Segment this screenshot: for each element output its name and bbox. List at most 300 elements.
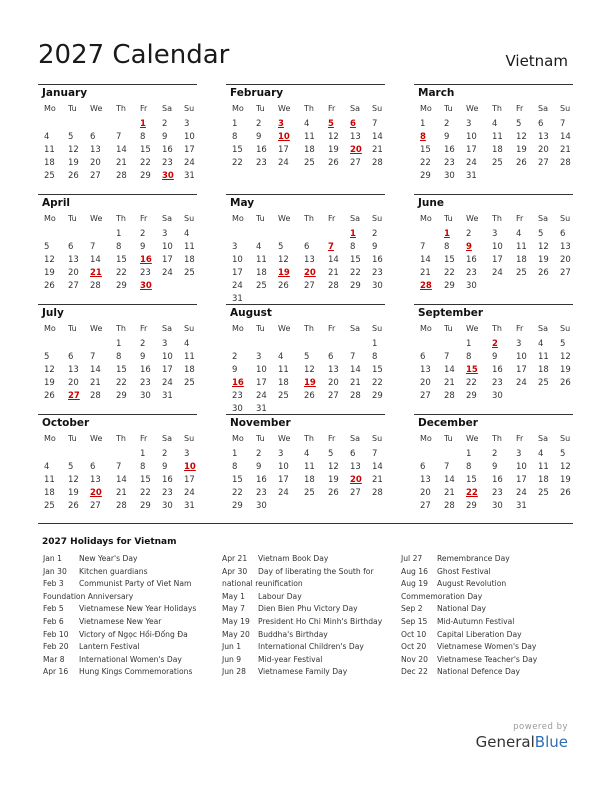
calendar-day: 20 bbox=[538, 145, 549, 155]
calendar-day: 3 bbox=[162, 339, 168, 349]
calendar-day: 20 bbox=[68, 378, 79, 388]
calendar-day: 18 bbox=[492, 145, 503, 155]
calendar-day: 11 bbox=[184, 352, 195, 362]
calendar-day: 28 bbox=[90, 281, 101, 291]
calendar-day: 8 bbox=[140, 132, 146, 142]
calendar-day: 19 bbox=[44, 268, 55, 278]
holiday-date: Dec 22 bbox=[401, 667, 428, 677]
calendar-day: 23 bbox=[232, 391, 243, 401]
calendar-day: 21 bbox=[350, 378, 361, 388]
calendar-day: 4 bbox=[538, 339, 544, 349]
calendar-day: 30 bbox=[256, 501, 267, 511]
calendar-day: 28 bbox=[372, 158, 383, 168]
calendar-day: 23 bbox=[492, 378, 503, 388]
calendar-day: 8 bbox=[466, 462, 472, 472]
holiday-date: Nov 20 bbox=[401, 654, 428, 664]
calendar-day: 3 bbox=[256, 352, 262, 362]
calendar-day: 25 bbox=[516, 268, 527, 278]
month-name: December bbox=[418, 417, 478, 429]
calendar-day: 2 bbox=[140, 339, 146, 349]
calendar-day: 22 bbox=[232, 488, 243, 498]
calendar-day: 21 bbox=[444, 378, 455, 388]
calendar-day: 4 bbox=[516, 229, 522, 239]
calendar-day: 29 bbox=[466, 391, 477, 401]
calendar-day: 7 bbox=[90, 242, 96, 252]
weekday-label: Sa bbox=[350, 324, 360, 333]
calendar-day: 17 bbox=[492, 255, 503, 265]
weekday-label: Mo bbox=[232, 434, 244, 443]
holiday-name: Ghost Festival bbox=[437, 566, 491, 576]
calendar-day: 4 bbox=[44, 132, 50, 142]
weekday-label: Th bbox=[116, 214, 126, 223]
brand-wordmark bbox=[476, 733, 568, 751]
holiday-day: 20 bbox=[304, 268, 316, 278]
calendar-day: 21 bbox=[372, 145, 383, 155]
calendar-day: 3 bbox=[184, 449, 190, 459]
weekday-label: Tu bbox=[256, 324, 265, 333]
calendar-day: 23 bbox=[140, 268, 151, 278]
calendar-day: 9 bbox=[140, 242, 146, 252]
calendar-day: 13 bbox=[90, 475, 101, 485]
calendar-day: 24 bbox=[466, 158, 477, 168]
calendar-day: 27 bbox=[420, 501, 431, 511]
holiday-day: 20 bbox=[350, 145, 362, 155]
holiday-name: Dien Bien Phu Victory Day bbox=[258, 604, 358, 614]
country-name: Vietnam bbox=[505, 52, 568, 70]
holiday-name: Kitchen guardians bbox=[79, 566, 148, 576]
calendar-day: 22 bbox=[140, 488, 151, 498]
brand-blue: Blue bbox=[534, 733, 568, 751]
calendar-day: 1 bbox=[116, 229, 122, 239]
calendar-day: 24 bbox=[184, 488, 195, 498]
month-name: January bbox=[42, 87, 88, 99]
holiday-day: 16 bbox=[232, 378, 244, 388]
holiday-name: Vietnamese Teacher's Day bbox=[437, 654, 538, 664]
calendar-day: 27 bbox=[304, 281, 315, 291]
weekday-label: Th bbox=[116, 324, 126, 333]
calendar-day: 8 bbox=[140, 462, 146, 472]
holiday-date: Apr 16 bbox=[43, 667, 69, 677]
weekday-label: Su bbox=[184, 214, 195, 223]
month-divider bbox=[38, 84, 197, 85]
calendar-day: 17 bbox=[278, 145, 289, 155]
weekday-label: Mo bbox=[44, 324, 56, 333]
calendar-day: 29 bbox=[444, 281, 455, 291]
weekday-label: We bbox=[278, 324, 291, 333]
calendar-day: 1 bbox=[140, 449, 146, 459]
calendar-day: 19 bbox=[328, 475, 339, 485]
calendar-day: 23 bbox=[466, 268, 477, 278]
calendar-day: 26 bbox=[560, 488, 571, 498]
calendar-day: 12 bbox=[68, 475, 79, 485]
calendar-day: 6 bbox=[420, 352, 426, 362]
weekday-label: Sa bbox=[538, 324, 548, 333]
calendar-day: 5 bbox=[560, 449, 566, 459]
calendar-day: 6 bbox=[328, 352, 334, 362]
holiday-date: Jun 28 bbox=[222, 667, 246, 677]
calendar-day: 18 bbox=[184, 255, 195, 265]
calendar-day: 2 bbox=[256, 119, 262, 129]
holiday-date: Feb 3 bbox=[43, 579, 64, 589]
month-divider bbox=[38, 414, 197, 415]
calendar-day: 14 bbox=[350, 365, 361, 375]
weekday-label: Sa bbox=[162, 324, 172, 333]
month-divider bbox=[226, 84, 385, 85]
holiday-item bbox=[43, 553, 218, 566]
calendar-day: 24 bbox=[516, 378, 527, 388]
calendar-day: 26 bbox=[516, 158, 527, 168]
holiday-name: President Ho Chi Minh's Birthday bbox=[258, 616, 383, 626]
weekday-label: Th bbox=[304, 104, 314, 113]
calendar-day: 4 bbox=[304, 449, 310, 459]
calendar-day: 8 bbox=[116, 242, 122, 252]
calendar-day: 29 bbox=[350, 281, 361, 291]
weekday-label: Th bbox=[116, 434, 126, 443]
calendar-day: 5 bbox=[68, 462, 74, 472]
calendar-day: 28 bbox=[350, 391, 361, 401]
holiday-day: 6 bbox=[350, 119, 356, 129]
calendar-day: 3 bbox=[516, 339, 522, 349]
calendar-day: 13 bbox=[328, 365, 339, 375]
weekday-label: Tu bbox=[444, 434, 453, 443]
calendar-day: 25 bbox=[538, 378, 549, 388]
calendar-day: 17 bbox=[162, 365, 173, 375]
calendar-day: 10 bbox=[516, 352, 527, 362]
calendar-day: 31 bbox=[184, 501, 195, 511]
calendar-day: 14 bbox=[328, 255, 339, 265]
calendar-day: 16 bbox=[444, 145, 455, 155]
holiday-item bbox=[401, 654, 571, 667]
calendar-day: 9 bbox=[444, 132, 450, 142]
calendar-day: 3 bbox=[162, 229, 168, 239]
calendar-day: 3 bbox=[184, 119, 190, 129]
calendar-day: 27 bbox=[538, 158, 549, 168]
calendar-day: 14 bbox=[372, 462, 383, 472]
calendar-day: 11 bbox=[256, 255, 267, 265]
holiday-item bbox=[401, 566, 571, 579]
calendar-day: 30 bbox=[466, 281, 477, 291]
calendar-day: 17 bbox=[278, 475, 289, 485]
weekday-label: Su bbox=[560, 104, 571, 113]
weekday-label: Th bbox=[304, 214, 314, 223]
calendar-day: 27 bbox=[328, 391, 339, 401]
weekday-label: Mo bbox=[44, 104, 56, 113]
holiday-item bbox=[43, 629, 218, 642]
calendar-day: 2 bbox=[372, 229, 378, 239]
calendar-day: 9 bbox=[232, 365, 238, 375]
weekday-label: Sa bbox=[162, 104, 172, 113]
calendar-day: 2 bbox=[492, 449, 498, 459]
holiday-day: 19 bbox=[304, 378, 316, 388]
calendar-day: 20 bbox=[68, 268, 79, 278]
holiday-item bbox=[222, 654, 384, 667]
weekday-label: Su bbox=[184, 104, 195, 113]
weekday-label: Tu bbox=[256, 434, 265, 443]
weekday-label: Tu bbox=[68, 214, 77, 223]
calendar-day: 29 bbox=[466, 501, 477, 511]
calendar-day: 27 bbox=[68, 281, 79, 291]
calendar-day: 18 bbox=[184, 365, 195, 375]
calendar-day: 16 bbox=[372, 255, 383, 265]
calendar-day: 6 bbox=[68, 242, 74, 252]
calendar-day: 25 bbox=[184, 378, 195, 388]
calendar-day: 21 bbox=[328, 268, 339, 278]
weekday-label: We bbox=[466, 104, 479, 113]
calendar-day: 30 bbox=[444, 171, 455, 181]
calendar-day: 23 bbox=[492, 488, 503, 498]
holiday-name: Victory of Ngọc Hồi-Đống Đa bbox=[79, 629, 188, 639]
calendar-day: 22 bbox=[372, 378, 383, 388]
calendar-day: 2 bbox=[232, 352, 238, 362]
calendar-day: 7 bbox=[350, 352, 356, 362]
calendar-day: 14 bbox=[90, 365, 101, 375]
holiday-name: International Women's Day bbox=[79, 654, 182, 664]
holiday-item bbox=[401, 641, 571, 654]
weekday-label: We bbox=[466, 434, 479, 443]
calendar-day: 15 bbox=[232, 475, 243, 485]
calendar-day: 10 bbox=[492, 242, 503, 252]
calendar-day: 29 bbox=[116, 281, 127, 291]
weekday-label: Fr bbox=[140, 104, 148, 113]
month-divider bbox=[226, 414, 385, 415]
holiday-column bbox=[222, 553, 384, 679]
calendar-day: 30 bbox=[162, 501, 173, 511]
calendar-day: 4 bbox=[492, 119, 498, 129]
calendar-day: 13 bbox=[90, 145, 101, 155]
calendar-day: 11 bbox=[44, 145, 55, 155]
calendar-day: 12 bbox=[538, 242, 549, 252]
holiday-date: Feb 20 bbox=[43, 642, 69, 652]
holiday-item bbox=[43, 603, 218, 616]
calendar-day: 13 bbox=[68, 365, 79, 375]
calendar-day: 14 bbox=[444, 475, 455, 485]
calendar-day: 16 bbox=[492, 365, 503, 375]
calendar-day: 16 bbox=[466, 255, 477, 265]
weekday-label: Th bbox=[492, 434, 502, 443]
calendar-day: 5 bbox=[538, 229, 544, 239]
calendar-day: 26 bbox=[538, 268, 549, 278]
calendar-day: 10 bbox=[256, 365, 267, 375]
page-title: 2027 Calendar bbox=[38, 40, 230, 70]
calendar-day: 29 bbox=[372, 391, 383, 401]
holiday-date: Jan 30 bbox=[43, 566, 67, 576]
calendar-day: 6 bbox=[560, 229, 566, 239]
month-name: March bbox=[418, 87, 455, 99]
calendar-day: 12 bbox=[44, 255, 55, 265]
calendar-day: 24 bbox=[162, 268, 173, 278]
holiday-date: Oct 20 bbox=[401, 642, 427, 652]
calendar-day: 24 bbox=[256, 391, 267, 401]
weekday-label: Su bbox=[184, 324, 195, 333]
calendar-day: 20 bbox=[560, 255, 571, 265]
holiday-item bbox=[222, 629, 384, 642]
holiday-item bbox=[43, 578, 218, 603]
calendar-day: 1 bbox=[466, 339, 472, 349]
calendar-day: 28 bbox=[328, 281, 339, 291]
weekday-label: Tu bbox=[68, 434, 77, 443]
calendar-day: 28 bbox=[444, 391, 455, 401]
weekday-label: Fr bbox=[140, 324, 148, 333]
weekday-label: Th bbox=[304, 434, 314, 443]
weekday-label: Th bbox=[492, 324, 502, 333]
holiday-date: Sep 15 bbox=[401, 616, 428, 626]
calendar-day: 26 bbox=[44, 281, 55, 291]
calendar-day: 30 bbox=[492, 501, 503, 511]
calendar-day: 20 bbox=[328, 378, 339, 388]
calendar-day: 15 bbox=[140, 145, 151, 155]
weekday-label: Su bbox=[372, 104, 383, 113]
calendar-day: 5 bbox=[560, 339, 566, 349]
calendar-day: 24 bbox=[516, 488, 527, 498]
calendar-day: 17 bbox=[256, 378, 267, 388]
brand-general: General bbox=[475, 733, 535, 751]
holiday-date: Sep 2 bbox=[401, 604, 423, 614]
holiday-name: August Revolution Commemoration Day bbox=[401, 579, 507, 601]
holiday-day: 1 bbox=[444, 229, 450, 239]
holiday-date: Mar 8 bbox=[43, 654, 65, 664]
calendar-day: 23 bbox=[162, 488, 173, 498]
holiday-item bbox=[43, 566, 218, 579]
holiday-day: 30 bbox=[140, 281, 152, 291]
calendar-day: 10 bbox=[162, 352, 173, 362]
weekday-label: Tu bbox=[444, 324, 453, 333]
calendar-day: 7 bbox=[420, 242, 426, 252]
calendar-day: 10 bbox=[184, 132, 195, 142]
calendar-day: 21 bbox=[116, 158, 127, 168]
calendar-day: 31 bbox=[162, 391, 173, 401]
calendar-day: 26 bbox=[278, 281, 289, 291]
holiday-day: 10 bbox=[278, 132, 290, 142]
calendar-day: 15 bbox=[444, 255, 455, 265]
holiday-day: 5 bbox=[328, 119, 334, 129]
calendar-day: 13 bbox=[560, 242, 571, 252]
calendar-day: 7 bbox=[116, 462, 122, 472]
calendar-day: 8 bbox=[232, 462, 238, 472]
calendar-day: 25 bbox=[538, 488, 549, 498]
holiday-day: 7 bbox=[328, 242, 334, 252]
calendar-day: 3 bbox=[466, 119, 472, 129]
calendar-day: 3 bbox=[492, 229, 498, 239]
calendar-day: 18 bbox=[256, 268, 267, 278]
calendar-day: 26 bbox=[68, 171, 79, 181]
holiday-day: 15 bbox=[466, 365, 478, 375]
holiday-day: 27 bbox=[68, 391, 80, 401]
month-name: July bbox=[42, 307, 64, 319]
holiday-item bbox=[222, 666, 384, 679]
weekday-label: Sa bbox=[162, 434, 172, 443]
holiday-name: Communist Party of Viet Nam Foundation Anniversary bbox=[43, 579, 192, 601]
calendar-day: 9 bbox=[140, 352, 146, 362]
calendar-day: 8 bbox=[372, 352, 378, 362]
holiday-name: Capital Liberation Day bbox=[437, 629, 522, 639]
calendar-day: 23 bbox=[372, 268, 383, 278]
calendar-day: 23 bbox=[140, 378, 151, 388]
calendar-day: 10 bbox=[466, 132, 477, 142]
holiday-day: 30 bbox=[162, 171, 174, 181]
calendar-day: 6 bbox=[420, 462, 426, 472]
holiday-date: May 1 bbox=[222, 591, 245, 601]
calendar-day: 15 bbox=[466, 475, 477, 485]
weekday-label: Fr bbox=[140, 434, 148, 443]
holiday-item bbox=[43, 666, 218, 679]
weekday-label: Fr bbox=[140, 214, 148, 223]
holiday-day: 9 bbox=[466, 242, 472, 252]
calendar-day: 5 bbox=[278, 242, 284, 252]
holiday-date: Jun 1 bbox=[222, 642, 242, 652]
calendar-day: 4 bbox=[538, 449, 544, 459]
calendar-day: 8 bbox=[116, 352, 122, 362]
month-divider bbox=[38, 304, 197, 305]
calendar-day: 7 bbox=[372, 449, 378, 459]
calendar-day: 12 bbox=[68, 145, 79, 155]
calendar-day: 29 bbox=[420, 171, 431, 181]
weekday-label: Fr bbox=[328, 104, 336, 113]
month-name: June bbox=[418, 197, 444, 209]
calendar-day: 1 bbox=[116, 339, 122, 349]
calendar-day: 9 bbox=[256, 462, 262, 472]
holiday-date: Apr 21 bbox=[222, 554, 248, 563]
calendar-day: 6 bbox=[68, 352, 74, 362]
calendar-day: 1 bbox=[232, 449, 238, 459]
calendar-day: 16 bbox=[492, 475, 503, 485]
calendar-day: 21 bbox=[90, 378, 101, 388]
month-name: August bbox=[230, 307, 272, 319]
weekday-label: Sa bbox=[538, 434, 548, 443]
calendar-day: 22 bbox=[350, 268, 361, 278]
weekday-label: Mo bbox=[420, 324, 432, 333]
calendar-day: 21 bbox=[372, 475, 383, 485]
holiday-day: 19 bbox=[278, 268, 290, 278]
calendar-day: 27 bbox=[350, 158, 361, 168]
holiday-item bbox=[222, 553, 384, 566]
calendar-day: 10 bbox=[516, 462, 527, 472]
calendar-day: 19 bbox=[328, 145, 339, 155]
holiday-day: 21 bbox=[90, 268, 102, 278]
calendar-day: 21 bbox=[444, 488, 455, 498]
calendar-day: 16 bbox=[256, 145, 267, 155]
month-name: May bbox=[230, 197, 255, 209]
calendar-day: 14 bbox=[90, 255, 101, 265]
calendar-day: 17 bbox=[184, 145, 195, 155]
calendar-day: 19 bbox=[560, 475, 571, 485]
calendar-day: 4 bbox=[44, 462, 50, 472]
holiday-day: 28 bbox=[420, 281, 432, 291]
weekday-label: Mo bbox=[232, 214, 244, 223]
calendar-day: 5 bbox=[68, 132, 74, 142]
calendar-day: 23 bbox=[256, 158, 267, 168]
weekday-label: Fr bbox=[328, 434, 336, 443]
calendar-day: 21 bbox=[560, 145, 571, 155]
weekday-label: We bbox=[278, 214, 291, 223]
holiday-item bbox=[401, 578, 571, 603]
calendar-day: 29 bbox=[232, 501, 243, 511]
weekday-label: Su bbox=[372, 324, 383, 333]
holiday-name: Vietnamese New Year bbox=[79, 616, 162, 626]
calendar-day: 17 bbox=[516, 365, 527, 375]
calendar-day: 18 bbox=[538, 365, 549, 375]
calendar-day: 20 bbox=[420, 378, 431, 388]
holiday-day: 2 bbox=[492, 339, 498, 349]
calendar-day: 14 bbox=[372, 132, 383, 142]
calendar-day: 15 bbox=[350, 255, 361, 265]
calendar-day: 14 bbox=[444, 365, 455, 375]
calendar-day: 15 bbox=[420, 145, 431, 155]
calendar-day: 12 bbox=[560, 352, 571, 362]
calendar-day: 25 bbox=[44, 501, 55, 511]
month-name: October bbox=[42, 417, 90, 429]
month-divider bbox=[226, 194, 385, 195]
calendar-day: 23 bbox=[444, 158, 455, 168]
